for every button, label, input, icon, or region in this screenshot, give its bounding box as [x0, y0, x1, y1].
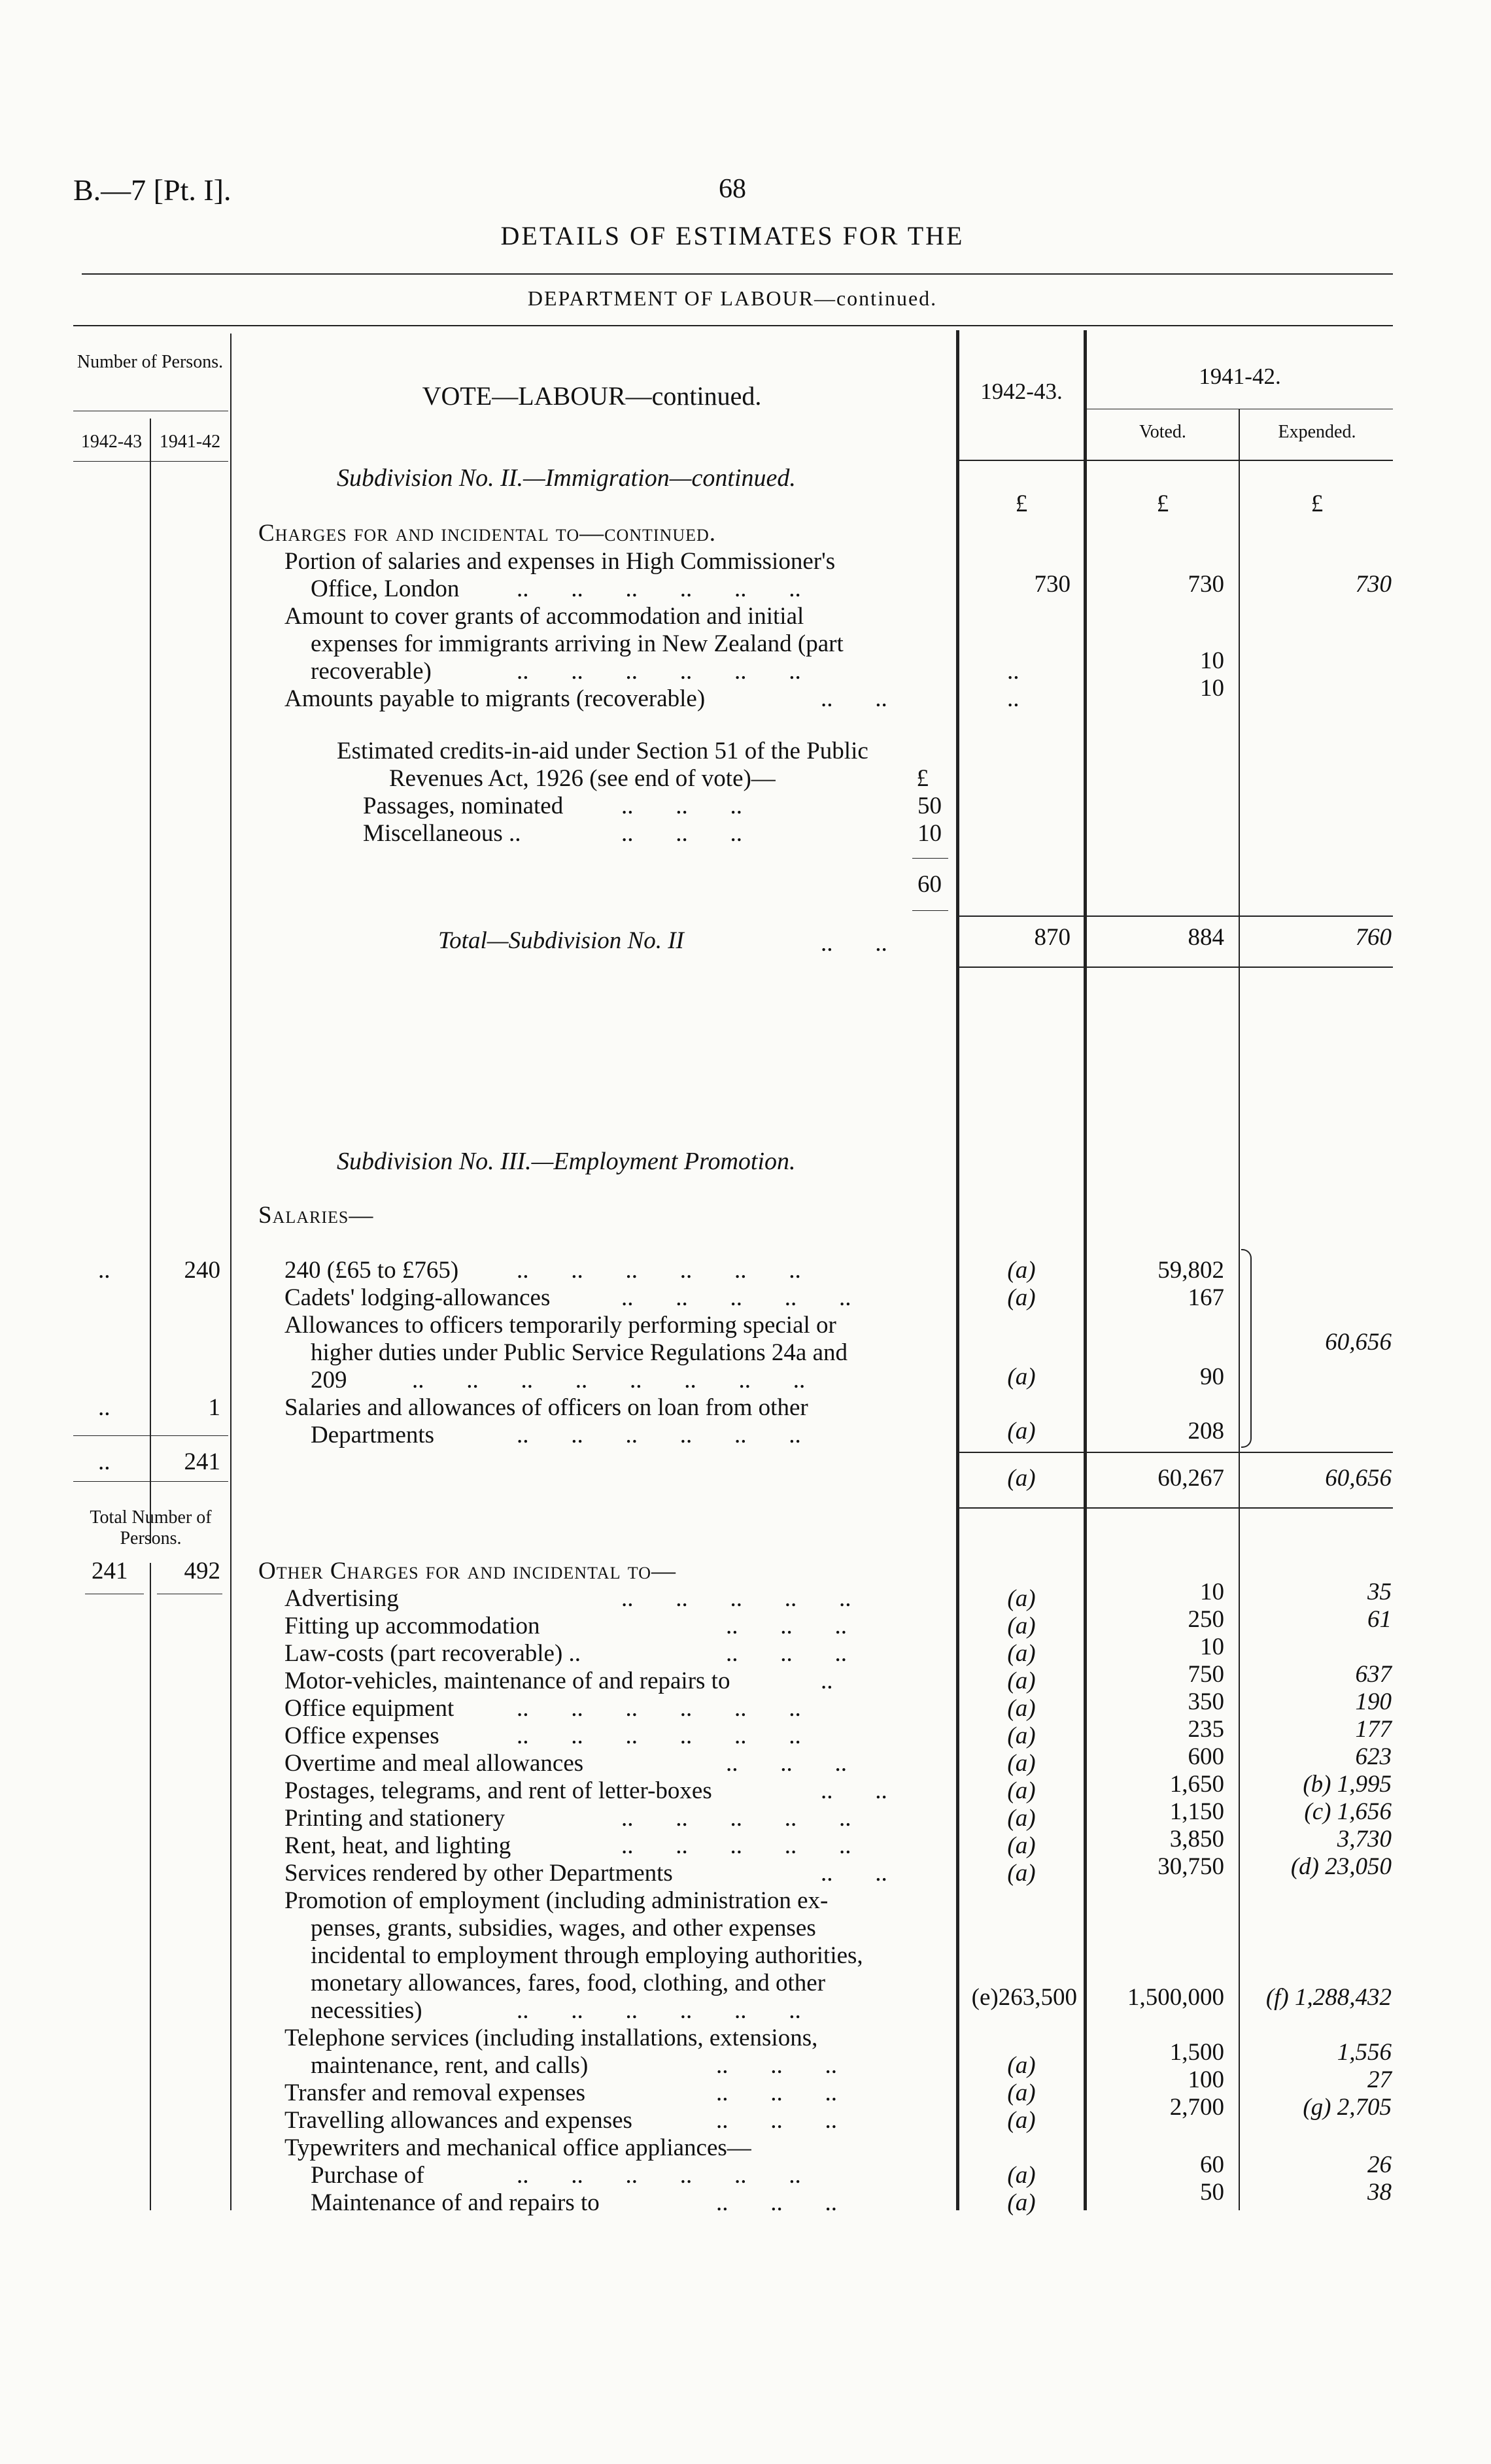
charge-label: Purchase of [311, 2162, 424, 2189]
salary-label: Cadets' lodging-allowances [284, 1284, 551, 1311]
expended-value: 190 [1355, 1688, 1392, 1715]
total-estimate: 870 [1034, 924, 1071, 951]
leader-dots: .. .. .. .. .. [621, 1805, 851, 1832]
expended-value: (g) 2,705 [1303, 2094, 1392, 2121]
subdivision-2-total-label: Total—Subdivision No. II [438, 927, 684, 954]
charge-label: penses, grants, subsidies, wages, and other expenses [311, 1915, 816, 1942]
charge-label: Rent, heat, and lighting [284, 1832, 511, 1859]
year-1941-heading: 1941-42. [1199, 364, 1281, 389]
leader-dots: .. .. .. [726, 1750, 847, 1777]
leader-dots: .. .. .. [726, 1640, 847, 1667]
page-title: DETAILS OF ESTIMATES FOR THE [500, 221, 965, 250]
vertical-rule [1239, 409, 1240, 2210]
credit-value: 50 [917, 793, 942, 819]
estimate-value: (a) [1007, 1613, 1036, 1639]
rule [82, 273, 1393, 275]
estimate-value: (a) [1007, 1363, 1036, 1390]
credits-label: Estimated credits-in-aid under Section 51 of the Public [337, 738, 868, 764]
salary-label: 209 [311, 1367, 347, 1394]
charge-label: Motor-vehicles, maintenance of and repairs to [284, 1668, 730, 1694]
voted-value: 10 [1200, 675, 1224, 702]
estimate-value: .. [1007, 658, 1020, 685]
salary-label: 240 (£65 to £765) [284, 1257, 459, 1284]
item-label: Portion of salaries and expenses in High Commissioner's [284, 548, 836, 575]
expended-value: (f) 1,288,432 [1265, 1984, 1392, 2011]
total-expended: 760 [1355, 924, 1392, 951]
item-label: Amount to cover grants of accommodation and initial [284, 603, 804, 630]
leader-dots: .. .. .. .. .. .. [517, 1695, 801, 1722]
estimate-value: (a) [1007, 1777, 1036, 1804]
voted-value: 730 [1188, 571, 1224, 598]
salaries-heading: Salaries— [258, 1202, 374, 1229]
charge-label: Postages, telegrams, and rent of letter-boxes [284, 1777, 712, 1804]
leader-dots: .. .. .. .. .. .. .. .. [412, 1367, 806, 1394]
leader-dots: .. .. .. .. .. .. [517, 2162, 801, 2189]
charge-label: Advertising [284, 1585, 399, 1612]
estimate-value: (a) [1007, 1722, 1036, 1749]
rule [959, 460, 1393, 461]
leader-dots: .. .. .. [726, 1613, 847, 1639]
currency-symbol: £ [1015, 490, 1028, 517]
estimate-value: (a) [1007, 1585, 1036, 1612]
voted-value: 10 [1200, 1634, 1224, 1660]
charge-label: Printing and stationery [284, 1805, 506, 1832]
expended-value: 3,730 [1337, 1826, 1392, 1853]
currency-symbol: £ [1311, 490, 1324, 517]
rule [959, 967, 1393, 968]
credit-label: Miscellaneous .. [363, 820, 521, 847]
rule [73, 1481, 228, 1482]
leader-dots: .. .. .. [716, 2107, 837, 2134]
voted-value: 50 [1200, 2179, 1224, 2206]
expended-value: 27 [1367, 2066, 1392, 2093]
subdivision-3-title: Subdivision No. III.—Employment Promotion. [337, 1148, 796, 1175]
number-of-persons-heading: Number of Persons. [77, 352, 224, 372]
persons-col-1942: 1942-43 [80, 432, 143, 452]
salaries-total-expended: 60,656 [1325, 1465, 1392, 1492]
leader-dots: .. .. .. .. .. .. [517, 1997, 801, 2024]
leader-dots: .. .. .. .. .. .. [517, 1722, 801, 1749]
charges-heading: Charges for and incidental to—continued. [258, 520, 717, 547]
charge-label: Overtime and meal allowances [284, 1750, 584, 1777]
charge-label: Telephone services (including installations, extensions, [284, 2025, 818, 2051]
voted-value: 600 [1188, 1743, 1224, 1770]
subdivision-2-title: Subdivision No. II.—Immigration—continued. [337, 464, 796, 492]
persons-1941: 241 [184, 1448, 220, 1475]
charge-label: Office equipment [284, 1695, 454, 1722]
expended-value: 38 [1367, 2179, 1392, 2206]
expended-value: 26 [1367, 2151, 1392, 2178]
voted-value: 1,650 [1169, 1771, 1224, 1798]
item-label: Office, London [311, 575, 460, 602]
leader-dots: .. .. .. .. .. [621, 1284, 851, 1311]
estimate-value: 730 [1034, 571, 1071, 598]
charge-label: Transfer and removal expenses [284, 2079, 585, 2106]
rule [959, 1452, 1393, 1453]
credit-label: Passages, nominated [363, 793, 564, 819]
estimate-value: (a) [1007, 2079, 1036, 2106]
expended-value: 730 [1355, 571, 1392, 598]
charge-label: maintenance, rent, and calls) [311, 2052, 589, 2079]
leader-dots: .. .. [821, 685, 887, 712]
total-persons-1942: 241 [92, 1558, 128, 1584]
page-reference: B.—7 [Pt. I]. [73, 173, 231, 207]
other-charges-heading: Other Charges for and incidental to— [258, 1558, 676, 1584]
voted-value: 10 [1200, 647, 1224, 674]
vertical-rule [230, 334, 231, 2210]
voted-value: 1,150 [1169, 1798, 1224, 1825]
expended-value: 1,556 [1337, 2039, 1392, 2066]
voted-value: 350 [1188, 1688, 1224, 1715]
expended-value: 35 [1367, 1579, 1392, 1605]
credits-currency: £ [916, 765, 929, 792]
estimate-value: .. [1007, 685, 1020, 712]
leader-dots: .. .. .. .. .. [621, 1585, 851, 1612]
leader-dots: .. .. .. .. .. .. [517, 575, 801, 602]
charge-label: Fitting up accommodation [284, 1613, 540, 1639]
estimate-value: (a) [1007, 2107, 1036, 2134]
voted-value: 3,850 [1169, 1826, 1224, 1853]
estimate-value: (a) [1007, 1418, 1036, 1445]
estimate-value: (a) [1007, 1832, 1036, 1859]
voted-value: 90 [1200, 1363, 1224, 1390]
salaries-total-estimate: (a) [1007, 1465, 1036, 1492]
estimate-value: (e)263,500 [971, 1984, 1077, 2011]
voted-heading: Voted. [1139, 422, 1186, 442]
expended-heading: Expended. [1278, 422, 1356, 442]
leader-dots: .. .. .. .. .. .. [517, 1422, 801, 1448]
voted-value: 60 [1200, 2151, 1224, 2178]
rule [73, 325, 1393, 326]
total-persons-heading: Total Number of Persons. [90, 1507, 212, 1549]
salary-label: Salaries and allowances of officers on loan from other [284, 1394, 808, 1421]
total-persons-1941: 492 [184, 1558, 220, 1584]
persons-1942: .. [98, 1257, 111, 1284]
persons-1942: .. [98, 1448, 111, 1475]
estimate-value: (a) [1007, 1805, 1036, 1832]
estimate-value: (a) [1007, 1257, 1036, 1284]
department-title: DEPARTMENT OF LABOUR—continued. [527, 286, 938, 310]
item-label: Amounts payable to migrants (recoverable) [284, 685, 706, 712]
grouping-brace [1241, 1249, 1252, 1448]
leader-dots: .. .. .. .. .. [621, 1832, 851, 1859]
rule [73, 1435, 228, 1436]
expended-value: (b) 1,995 [1303, 1771, 1392, 1798]
leader-dots: .. .. .. [621, 793, 742, 819]
page-number: 68 [719, 174, 746, 204]
voted-value: 208 [1188, 1418, 1224, 1445]
leader-dots: .. .. .. .. .. .. [517, 1257, 801, 1284]
leader-dots: .. .. .. .. .. .. [517, 658, 801, 685]
credits-label: Revenues Act, 1926 (see end of vote)— [389, 765, 776, 792]
credits-total: 60 [917, 871, 942, 898]
leader-dots: .. .. .. [621, 820, 742, 847]
expended-value: 177 [1355, 1716, 1392, 1743]
salaries-total-voted: 60,267 [1157, 1465, 1224, 1492]
charge-label: Travelling allowances and expenses [284, 2107, 632, 2134]
year-1942-heading: 1942-43. [980, 379, 1063, 404]
persons-1941: 1 [208, 1394, 220, 1421]
estimate-value: (a) [1007, 1640, 1036, 1667]
rule [959, 915, 1393, 917]
voted-value: 750 [1188, 1661, 1224, 1688]
leader-dots: .. [821, 1668, 833, 1694]
charge-label: Promotion of employment (including administration ex- [284, 1887, 829, 1914]
voted-value: 167 [1188, 1284, 1224, 1311]
expended-value: 623 [1355, 1743, 1392, 1770]
voted-value: 2,700 [1169, 2094, 1224, 2121]
currency-symbol: £ [1156, 490, 1169, 517]
leader-dots: .. .. .. [716, 2189, 837, 2216]
leader-dots: .. .. [821, 1777, 887, 1804]
voted-value: 100 [1188, 2066, 1224, 2093]
expended-value: 637 [1355, 1661, 1392, 1688]
leader-dots: .. .. [821, 930, 887, 957]
charge-label: monetary allowances, fares, food, clothing, and other [311, 1970, 826, 1996]
salaries-expended: 60,656 [1325, 1329, 1392, 1356]
salary-label: higher duties under Public Service Regulations 24a and [311, 1339, 848, 1366]
charge-label: Services rendered by other Departments [284, 1860, 673, 1887]
salary-label: Departments [311, 1422, 435, 1448]
rule [959, 1507, 1393, 1509]
estimate-value: (a) [1007, 2052, 1036, 2079]
estimate-value: (a) [1007, 2162, 1036, 2189]
voted-value: 1,500,000 [1127, 1984, 1224, 2011]
charge-label: incidental to employment through employing authorities, [311, 1942, 863, 1969]
estimate-value: (a) [1007, 1668, 1036, 1694]
estimate-value: (a) [1007, 1860, 1036, 1887]
item-label: expenses for immigrants arriving in New Zealand (part [311, 630, 844, 657]
voted-value: 30,750 [1157, 1853, 1224, 1880]
estimate-value: (a) [1007, 1284, 1036, 1311]
expended-value: (c) 1,656 [1304, 1798, 1392, 1825]
salary-label: Allowances to officers temporarily performing special or [284, 1312, 836, 1339]
expended-value: 61 [1367, 1606, 1392, 1633]
persons-1942: .. [98, 1394, 111, 1421]
total-voted: 884 [1188, 924, 1224, 951]
estimate-value: (a) [1007, 1695, 1036, 1722]
leader-dots: .. .. .. [716, 2052, 837, 2079]
estimate-value: (a) [1007, 2189, 1036, 2216]
leader-dots: .. .. .. [716, 2079, 837, 2106]
voted-value: 250 [1188, 1606, 1224, 1633]
rule [912, 858, 948, 859]
persons-1941: 240 [184, 1257, 220, 1284]
vertical-rule [150, 1563, 151, 2210]
charge-label: Maintenance of and repairs to [311, 2189, 600, 2216]
charge-label: necessities) [311, 1997, 422, 2024]
vote-heading: VOTE—LABOUR—continued. [422, 381, 762, 411]
voted-value: 235 [1188, 1716, 1224, 1743]
charge-label: Law-costs (part recoverable) .. [284, 1640, 581, 1667]
item-label: recoverable) [311, 658, 432, 685]
charge-label: Office expenses [284, 1722, 439, 1749]
voted-value: 10 [1200, 1579, 1224, 1605]
credit-value: 10 [917, 820, 942, 847]
charge-label: Typewriters and mechanical office appliances— [284, 2134, 751, 2161]
leader-dots: .. .. [821, 1860, 887, 1887]
estimate-value: (a) [1007, 1750, 1036, 1777]
persons-col-1941: 1941-42 [159, 432, 221, 452]
voted-value: 1,500 [1169, 2039, 1224, 2066]
vertical-rule [150, 419, 151, 1543]
rule [912, 910, 948, 911]
voted-value: 59,802 [1157, 1257, 1224, 1284]
expended-value: (d) 23,050 [1290, 1853, 1392, 1880]
